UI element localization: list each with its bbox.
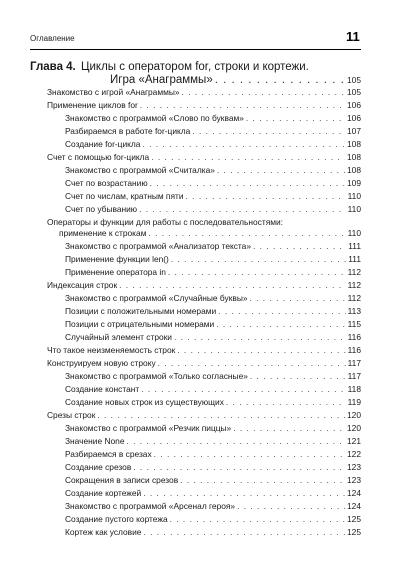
toc-entry[interactable] xyxy=(65,254,361,264)
dot-leader xyxy=(139,204,346,214)
toc-entry-title: Применение оператора in xyxy=(65,267,166,277)
dot-leader xyxy=(97,410,345,420)
toc-entry[interactable] xyxy=(65,319,361,329)
toc-entry-page: 117 xyxy=(347,358,361,368)
toc-entry-page: 113 xyxy=(347,306,361,316)
toc-entry-page: 116 xyxy=(347,332,361,342)
toc-entry[interactable] xyxy=(65,306,361,316)
toc-entry-title: Счет по числам, кратным пяти xyxy=(65,191,184,201)
toc-entry-title-line1: Операторы и функции для работы с последовательностями: xyxy=(47,217,284,227)
toc-entry[interactable] xyxy=(65,113,361,123)
toc-entry-page: 123 xyxy=(347,462,361,472)
toc-entry[interactable] xyxy=(65,191,361,201)
dot-leader xyxy=(250,293,346,303)
chapter-title-line2: Игра «Анаграммы» xyxy=(110,74,213,86)
toc-entry-page: 108 xyxy=(347,152,361,162)
toc-entry[interactable] xyxy=(65,449,361,459)
toc-entry-title: применение к строкам xyxy=(59,228,147,238)
toc-entry-title: Разбираемся в срезах xyxy=(65,449,152,459)
toc-entry[interactable] xyxy=(47,410,361,420)
toc-entry[interactable] xyxy=(47,100,361,110)
dot-leader xyxy=(182,87,345,97)
toc-entry-title: Индексация строк xyxy=(47,280,118,290)
toc-entry-page: 117 xyxy=(347,371,361,381)
dot-leader xyxy=(177,345,345,355)
toc-entry-page: 115 xyxy=(347,319,361,329)
toc-entry-title: Создание пустого кортежа xyxy=(65,514,168,524)
toc-entry[interactable] xyxy=(65,384,361,394)
dot-leader xyxy=(170,514,345,524)
toc-entry[interactable] xyxy=(47,358,361,368)
toc-entry-title: Применение циклов for xyxy=(47,100,138,110)
toc-entry[interactable] xyxy=(65,126,361,136)
dot-leader xyxy=(143,527,345,537)
chapter-title-line2-row xyxy=(110,73,361,87)
toc-entry-title: Создание срезов xyxy=(65,462,132,472)
toc-entry-title: Конструируем новую строку xyxy=(47,358,156,368)
toc-entry-title: Знакомство с игрой «Анаграммы» xyxy=(47,87,180,97)
toc-entry-page: 120 xyxy=(347,410,361,420)
dot-leader xyxy=(217,165,345,175)
dot-leader xyxy=(151,152,345,162)
toc-entry[interactable] xyxy=(47,345,361,355)
toc-entry-page: 106 xyxy=(347,113,361,123)
toc-entry[interactable] xyxy=(65,241,361,251)
toc-entry-title: Знакомство с программой «Резчик пиццы» xyxy=(65,423,232,433)
toc-entry[interactable] xyxy=(47,280,361,290)
toc-entry[interactable] xyxy=(65,397,361,407)
toc-entry-page: 109 xyxy=(347,178,361,188)
toc-entry-page: 106 xyxy=(347,100,361,110)
toc-entry-title: Создание кортежей xyxy=(65,488,142,498)
dot-leader xyxy=(216,319,345,329)
dot-leader xyxy=(119,280,346,290)
toc-entry-title: Знакомство с программой «Слово по буквам» xyxy=(65,113,244,123)
toc-entry-title: Случайный элемент строки xyxy=(65,332,172,342)
toc-entry[interactable] xyxy=(65,165,361,175)
toc-entry-title: Разбираемся в работе for-цикла xyxy=(65,126,191,136)
dot-leader xyxy=(158,358,346,368)
toc-entry[interactable] xyxy=(65,332,361,342)
toc-entry-title: Применение функции len() xyxy=(65,254,169,264)
chapter-page: 105 xyxy=(347,75,361,85)
dot-leader xyxy=(218,306,345,316)
toc-entry-page: 111 xyxy=(348,254,361,264)
toc-entry-page: 118 xyxy=(347,384,361,394)
toc-entry-page: 120 xyxy=(347,423,361,433)
toc-entry-title: Счет по убыванию xyxy=(65,204,138,214)
dot-leader xyxy=(148,228,345,238)
dot-leader xyxy=(250,371,346,381)
toc-entry-page: 112 xyxy=(347,280,361,290)
toc-entry-title: Знакомство с программой «Арсенал героя» xyxy=(65,501,236,511)
toc-entry[interactable] xyxy=(47,87,361,97)
running-head: Оглавление xyxy=(30,34,75,43)
toc-entry[interactable] xyxy=(65,488,361,498)
toc-entry-page: 112 xyxy=(347,293,361,303)
dot-leader xyxy=(141,384,345,394)
toc-entry[interactable] xyxy=(65,139,361,149)
dot-leader xyxy=(143,488,345,498)
header-rule xyxy=(30,49,361,50)
toc-entry-title: Знакомство с программой «Случайные буквы» xyxy=(65,293,248,303)
toc-entry-page: 107 xyxy=(347,126,361,136)
toc-entry-page: 110 xyxy=(347,228,361,238)
toc-entry-title: Значение None xyxy=(65,436,125,446)
dot-leader xyxy=(168,267,346,277)
dot-leader xyxy=(253,241,346,251)
toc-entry-page: 111 xyxy=(348,241,361,251)
toc-entry-title: Создание новых строк из существующих xyxy=(65,397,224,407)
toc-entry-title: Кортеж как условие xyxy=(65,527,142,537)
toc-entry-page: 108 xyxy=(347,165,361,175)
toc-entry-page: 125 xyxy=(347,527,361,537)
toc-entry-title: Что такое неизменяемость строк xyxy=(47,345,176,355)
toc-entry-page: 108 xyxy=(347,139,361,149)
dot-leader xyxy=(246,113,345,123)
toc-entry-page: 105 xyxy=(347,87,361,97)
dot-leader xyxy=(226,397,346,407)
toc-entry[interactable] xyxy=(65,423,361,433)
toc-entry-title: Сокращения в записи срезов xyxy=(65,475,179,485)
dot-leader xyxy=(142,139,345,149)
dot-leader xyxy=(186,191,346,201)
toc-entry-title: Позиции с положительными номерами xyxy=(65,306,217,316)
toc-entry-page: 124 xyxy=(347,501,361,511)
toc-entry-title: Счет с помощью for-цикла xyxy=(47,152,150,162)
dot-leader xyxy=(171,254,346,264)
toc-entry-title: Счет по возрастанию xyxy=(65,178,148,188)
toc-entry[interactable] xyxy=(65,501,361,511)
dot-leader xyxy=(192,126,345,136)
toc-entry-title: Знакомство с программой «Только согласные» xyxy=(65,371,248,381)
dot-leader xyxy=(180,475,345,485)
dot-leader xyxy=(233,423,345,433)
toc-entry[interactable] xyxy=(65,527,361,537)
dot-leader xyxy=(140,100,345,110)
dot-leader xyxy=(127,436,346,446)
toc-entry-page: 125 xyxy=(347,514,361,524)
toc-entry[interactable] xyxy=(47,152,361,162)
toc-entry-title: Знакомство с программой «Анализатор текста» xyxy=(65,241,251,251)
toc-entry-page: 122 xyxy=(347,449,361,459)
toc-entry[interactable] xyxy=(65,178,361,188)
toc-entry[interactable] xyxy=(65,371,361,381)
dot-leader xyxy=(215,73,345,87)
page-number: 11 xyxy=(346,29,360,44)
toc-entry[interactable] xyxy=(65,475,361,485)
dot-leader xyxy=(150,178,345,188)
toc-entry-title: Срезы строк xyxy=(47,410,96,420)
toc-entry-page: 110 xyxy=(347,191,361,201)
dot-leader xyxy=(237,501,345,511)
toc-entry[interactable] xyxy=(65,293,361,303)
dot-leader xyxy=(154,449,345,459)
toc-entry-page: 119 xyxy=(347,397,361,407)
toc-entry-title: Создание констант xyxy=(65,384,140,394)
toc-entry-title: Создание for-цикла xyxy=(65,139,141,149)
toc-entry-page: 116 xyxy=(347,345,361,355)
toc-entry[interactable] xyxy=(65,514,361,524)
toc-entry[interactable] xyxy=(65,267,361,277)
toc-entry-page: 110 xyxy=(347,204,361,214)
chapter-title-line1: Циклы с оператором for, строки и кортежи. xyxy=(81,61,309,73)
toc-entry[interactable] xyxy=(59,228,361,238)
chapter-label: Глава 4. xyxy=(30,61,76,73)
toc-entry[interactable] xyxy=(65,462,361,472)
toc-entry-page: 124 xyxy=(347,488,361,498)
dot-leader xyxy=(174,332,346,342)
toc-entry-page: 123 xyxy=(347,475,361,485)
toc-entry-page: 121 xyxy=(347,436,361,446)
toc-entry[interactable] xyxy=(65,436,361,446)
toc-entry-page: 112 xyxy=(347,267,361,277)
dot-leader xyxy=(133,462,345,472)
toc-entry-title: Знакомство с программой «Считалка» xyxy=(65,165,215,175)
toc-entry-title: Позиции с отрицательными номерами xyxy=(65,319,215,329)
toc-entry[interactable] xyxy=(65,204,361,214)
